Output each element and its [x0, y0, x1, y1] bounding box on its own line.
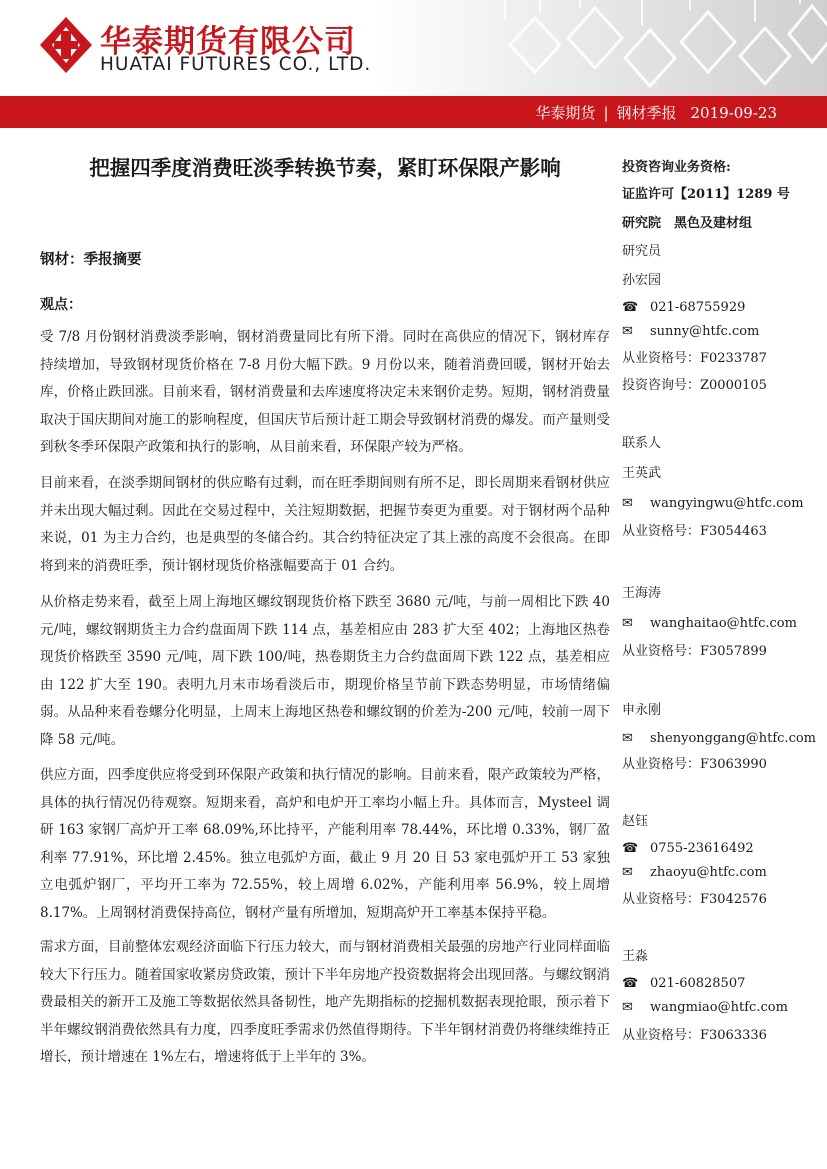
report-banner [0, 96, 827, 128]
researcher-email[interactable] [622, 322, 759, 342]
company-name-en: HUATAI FUTURES CO., LTD. [100, 54, 372, 75]
breadcrumb-separator: | [603, 104, 609, 122]
email-icon: ✉ [622, 324, 633, 339]
breadcrumb [535, 102, 777, 123]
phone-number: 021-68755929 [650, 300, 746, 315]
license-number: 证监许可【2011】1289 号 [622, 187, 790, 202]
researcher-practice-cert: 从业资格号：F0233787 [622, 351, 767, 366]
contact-cert: 从业资格号：F3063990 [622, 757, 767, 772]
phone-number: 0755-23616492 [650, 841, 754, 856]
contact-phone [622, 974, 745, 994]
email-address[interactable]: wangmiao@htfc.com [650, 1000, 788, 1015]
contact-email[interactable] [622, 863, 767, 883]
paragraph-price: 从价格走势来看，截至上周上海地区螺纹钢现货价格下跌至 3680 元/吨，与前一周相比下跌 40 元/吨，螺纹钢期货主力合约盘面周下跌 114 点，基差相应由 283 扩大至 402；上海地区热卷现货价格跌至 3590 元/吨，周下跌 100/吨，热卷期货主力合约盘面周下跌 122 点，基差相应由 122 扩大至 190。表明九月末市场看淡后市，期现价格呈节前下跌态势明显，市场情绪偏弱。从品种来看卷螺分化明显，上周末上海地区热卷和螺纹钢的价差为-200 元/吨，较前一周下降 58 元/吨。 [40, 594, 610, 748]
email-icon: ✉ [622, 616, 633, 631]
logo-icon [40, 17, 92, 73]
contact-name: 王英武 [622, 466, 662, 481]
contact-name: 申永刚 [622, 703, 662, 718]
email-icon: ✉ [622, 496, 633, 511]
contact-email[interactable] [622, 729, 816, 749]
contact-cert: 从业资格号：F3063336 [622, 1028, 767, 1043]
paragraph-supply-cycle: 目前来看，在淡季期间钢材的供应略有过剩，而在旺季期间则有所不足，即长周期来看钢材供应并未出现大幅过剩。因此在交易过程中，关注短期数据，把握节奏更为重要。对于钢材两个品种来说，01 为主力合约，也是典型的冬储合约。其合约特征决定了其上涨的高度不会很高。在即将到来的消费旺季，预计钢材现货价格涨幅要高于 01 合约。 [40, 475, 610, 574]
contact-email[interactable] [622, 494, 804, 514]
email-address[interactable]: wanghaitao@htfc.com [650, 616, 797, 631]
researcher-phone [622, 298, 745, 318]
phone-icon: ☎ [622, 300, 639, 315]
contact-name: 王海涛 [622, 586, 662, 601]
qualification-heading: 投资咨询业务资格: [622, 160, 731, 175]
contact-cert: 从业资格号：F3042576 [622, 892, 767, 907]
email-address[interactable]: wangyingwu@htfc.com [650, 496, 804, 511]
company-name-cn: 华泰期货有限公司 [100, 24, 356, 60]
page-header [0, 0, 827, 96]
contact-email[interactable] [622, 998, 788, 1018]
email-address[interactable]: sunny@htfc.com [650, 324, 760, 339]
breadcrumb-report-type: 钢材季报 [616, 104, 677, 122]
view-label: 观点： [40, 297, 82, 313]
researcher-name: 孙宏园 [622, 273, 662, 288]
email-icon: ✉ [622, 1000, 633, 1015]
paragraph-supply: 供应方面，四季度供应将受到环保限产政策和执行情况的影响。目前来看，限产政策较为严格，具体的执行情况仍待观察。短期来看，高炉和电炉开工率均小幅上升。具体而言，Mysteel 调研 163 家钢厂高炉开工率 68.09%,环比持平，产能利用率 78.44%，环比增 0.33%，钢厂盈利率 77.91%，环比增 2.45%。独立电弧炉方面，截止 9 月 20 日 53 家电弧炉开工 53 家独立电弧炉钢厂，平均开工率为 72.55%，较上周增 6.02%，产能利用率 56.9%，较上周增 8.17%。上周钢材消费保持高位，钢材产量有所增加，短期高炉开工率基本保持平稳。 [40, 767, 610, 921]
breadcrumb-company: 华泰期货 [535, 104, 596, 122]
contact-cert: 从业资格号：F3057899 [622, 644, 767, 659]
contacts-label: 联系人 [622, 436, 662, 451]
researcher-advisory-cert: 投资咨询号：Z0000105 [622, 378, 767, 393]
contact-phone [622, 839, 754, 859]
contact-email[interactable] [622, 614, 797, 634]
contact-name: 王淼 [622, 949, 649, 964]
phone-number: 021-60828507 [650, 976, 746, 991]
email-address[interactable]: zhaoyu@htfc.com [650, 865, 767, 880]
paragraph-demand: 需求方面，目前整体宏观经济面临下行压力较大，而与钢材消费相关最强的房地产行业同样面临较大下行压力。随着国家收紧房贷政策，预计下半年房地产投资数据将会出现回落。与螺纹钢消费最相关的新开工及施工等数据依然具备韧性，地产先期指标的挖掘机数据表现抢眼，预示着下半年螺纹钢消费依然具有力度，四季度旺季需求仍然值得期待。下半年钢材消费仍将继续维持正增长，预计增速在 1%左右，增速将低于上半年的 3%。 [40, 939, 610, 1066]
phone-icon: ☎ [622, 841, 639, 856]
report-title: 把握四季度消费旺淡季转换节奏，紧盯环保限产影响 [89, 156, 561, 180]
paragraph-consumption: 受 7/8 月份钢材消费淡季影响，钢材消费量同比有所下滑。同时在高供应的情况下，钢材库存持续增加，导致钢材现货价格在 7-8 月份大幅下跌。9 月份以来，随着消费回暖，钢材开始去库，价格止跌回涨。目前来看，钢材消费量和去库速度将决定未来钢价走势。短期，钢材消费量取决于国庆期间对施工的影响程度，但国庆节后预计赶工期会导致钢材消费的爆发。而产量则受到秋冬季环保限产政策和执行的影响，从目前来看，环保限产较为严格。 [40, 329, 610, 456]
report-date: 2019-09-23 [690, 104, 777, 122]
researcher-label: 研究员 [622, 244, 662, 259]
email-address[interactable]: shenyonggang@htfc.com [650, 731, 816, 746]
email-icon: ✉ [622, 865, 633, 880]
email-icon: ✉ [622, 731, 633, 746]
phone-icon: ☎ [622, 976, 639, 991]
section-heading: 钢材：季报摘要 [40, 251, 142, 268]
department: 研究院 黑色及建材组 [622, 216, 753, 231]
contact-cert: 从业资格号：F3054463 [622, 524, 767, 539]
contact-name: 赵钰 [622, 814, 649, 829]
